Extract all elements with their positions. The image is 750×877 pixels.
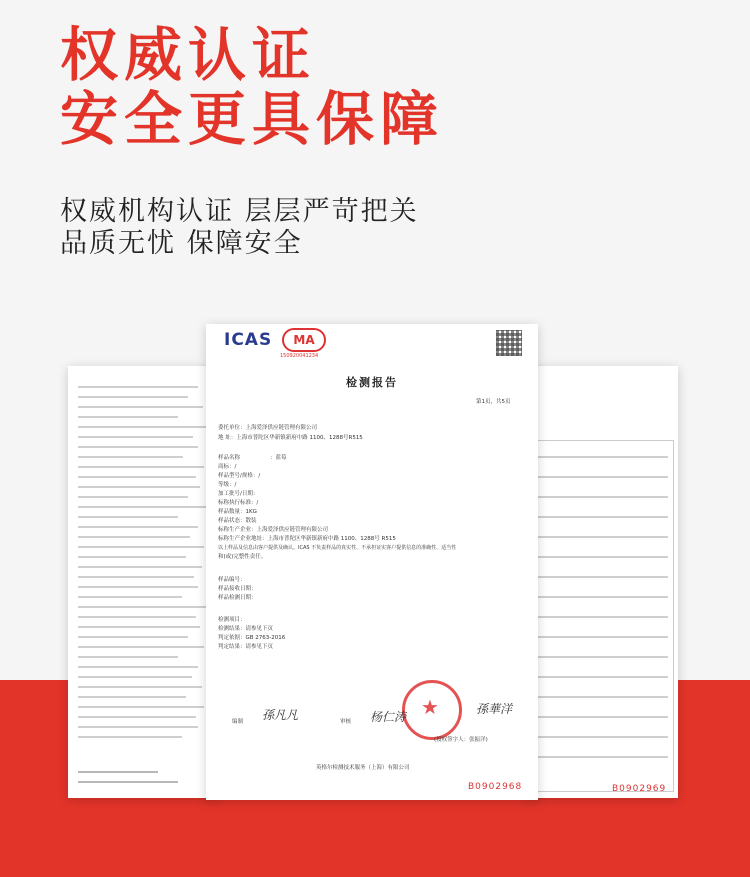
trademark: 商标：/ (218, 464, 237, 470)
receive-date: 样品接收日期： (218, 586, 257, 592)
statement-line2: 和(或)完整性责任。 (218, 554, 267, 560)
sample-name: ：蓝莓 (270, 455, 287, 461)
test-item: 检测项目： (218, 617, 246, 623)
client: 委托单位：上海爱泽供应链管理有限公司 (218, 425, 318, 431)
grade: 等级：/ (218, 482, 237, 488)
reviewer-signature: 杨仁涛 (370, 710, 407, 724)
issuer-company: 英格尔检测技术服务（上海）有限公司 (316, 765, 410, 771)
page-number: 第1页，共5页 (476, 399, 511, 405)
reviewer-label: 审核 (340, 719, 352, 725)
producer-address: 标称生产企业地址：上海市普陀区华新镇新府中路 1100、1288号 R515 (218, 536, 396, 542)
hero-subtitle-line1: 权威机构认证 层层严苛把关 (60, 196, 419, 227)
sample-state: 样品状态：散装 (218, 518, 257, 524)
sample-number: 样品编号： (218, 577, 246, 583)
report-title: 检测报告 (346, 376, 398, 389)
serial-number: B0902968 (468, 782, 523, 792)
cma-number: 150920041234 (280, 353, 319, 359)
official-seal (402, 680, 462, 740)
hero-title-line2: 安全更具保障 (60, 85, 445, 153)
sample-name-label: 样品名称 (218, 455, 241, 461)
terms-document (68, 366, 218, 798)
results-table-document (526, 366, 678, 798)
test-report-document (206, 324, 538, 800)
right-serial-number: B0902969 (612, 784, 667, 794)
editor-label: 编制 (232, 719, 244, 725)
approver-signature: 孫華洋 (476, 702, 513, 716)
editor-signature: 孫凡凡 (262, 708, 299, 722)
standard: 标称执行标准：/ (218, 500, 259, 506)
hero-subtitle-line2: 品质无忧 保障安全 (60, 228, 303, 259)
statement-line1: 以上样品及信息由客户提供及确认。ICAS 不负责样品的真实性、不承担证实客户提供信息的准确性、适当性 (218, 545, 457, 551)
qr-code-icon (496, 330, 522, 356)
cma-logo: MA (282, 328, 326, 352)
model: 样品型号/规格：/ (218, 473, 261, 479)
test-result: 检测结果：请参见下页 (218, 626, 274, 632)
producer: 标称生产企业：上海爱泽供应链管理有限公司 (218, 527, 329, 533)
quantity: 样品数量：1KG (218, 509, 257, 515)
approver-note: (授权签字人：张振洋) (434, 737, 488, 743)
batch: 加工批号/日期： (218, 491, 259, 497)
hero-title-line1: 权威认证 (60, 21, 317, 89)
icas-logo: ICAS (224, 330, 273, 350)
judge-basis: 判定依据：GB 2763-2016 (218, 635, 286, 641)
test-date: 样品检测日期： (218, 595, 257, 601)
client-address: 地 址：上海市普陀区华新镇新府中路 1100、1288号R515 (218, 435, 363, 441)
judge-result: 判定结果：请参见下页 (218, 644, 274, 650)
